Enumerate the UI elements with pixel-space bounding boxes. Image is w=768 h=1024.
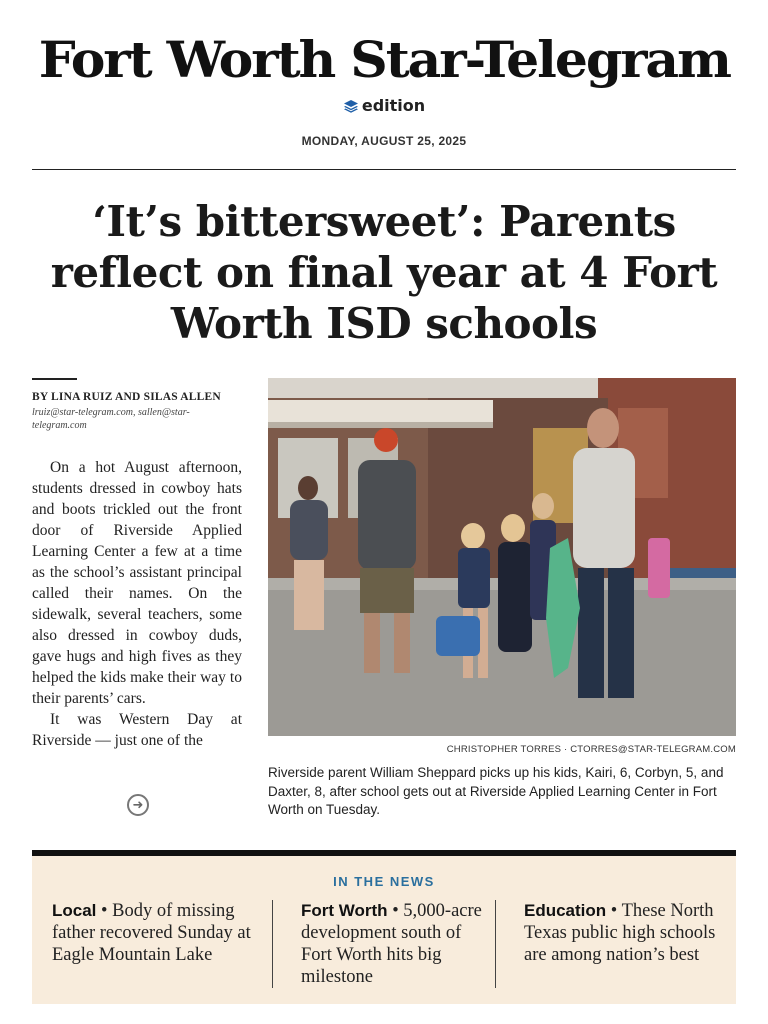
news-section-label: Local	[52, 901, 97, 920]
news-separator: •	[96, 901, 113, 921]
news-divider	[495, 900, 496, 988]
news-item-local[interactable]	[52, 900, 267, 966]
news-separator: •	[387, 901, 404, 921]
byline-emails[interactable]: lruiz@star-telegram.com, sallen@star-telegram.com	[32, 407, 190, 431]
news-headline: These North Texas public high schools are among nation’s best	[524, 901, 716, 965]
masthead-logo[interactable]: Fort Worth Star-Telegram	[38, 30, 730, 89]
article-paragraph: On a hot August afternoon, students dressed in cowboy hats and boots trickled out the front door of Riverside Applied Learning Center a few at a time as the school’s assistant principal called their names. On the sidewalk, several teachers, some also dressed in cowboy duds, gave hugs and high fives as they helped the kids make their way to their parents’ cars.	[32, 459, 242, 707]
photo-credit: CHRISTOPHER TORRES · CTORRES@STAR-TELEGRAM.COM	[446, 744, 736, 755]
photo-illustration	[268, 378, 736, 736]
news-section-label: Fort Worth	[301, 901, 388, 920]
in-the-news-label: IN THE NEWS	[333, 874, 435, 889]
edition-badge	[0, 96, 768, 115]
article-headline[interactable]: ‘It’s bittersweet’: Parents reflect on final year at 4 Fort Worth ISD schools	[50, 197, 718, 348]
article-paragraph: It was Western Day at Riverside — just one of the	[32, 711, 242, 749]
news-headline: Body of missing father recovered Sunday at Eagle Mountain Lake	[52, 901, 251, 965]
news-headline: 5,000-acre development south of Fort Worth hits big milestone	[301, 901, 482, 987]
photo-caption: Riverside parent William Sheppard picks up his kids, Kairi, 6, Corbyn, 5, and Daxter, 8, after school gets out at Riverside Applied Learning Center in Fort Worth on Tuesday.	[268, 765, 724, 817]
continue-reading-button[interactable]	[127, 794, 149, 816]
edition-label: edition	[361, 96, 426, 115]
in-the-news-box	[32, 856, 736, 1004]
news-divider	[272, 900, 273, 988]
article-body	[32, 457, 242, 751]
news-item-fort-worth[interactable]	[301, 900, 496, 988]
news-separator: •	[606, 901, 622, 921]
masthead	[0, 30, 768, 90]
news-section-label: Education	[524, 901, 607, 920]
masthead-divider	[32, 169, 736, 170]
arrow-right-circle-icon: ➜	[132, 797, 144, 813]
byline-divider	[32, 378, 77, 380]
layers-icon	[343, 99, 359, 113]
article-photo[interactable]	[268, 378, 736, 736]
issue-date: MONDAY, AUGUST 25, 2025	[301, 134, 467, 148]
news-item-education[interactable]	[524, 900, 724, 966]
article-byline: BY LINA RUIZ AND SILAS ALLEN	[32, 391, 221, 403]
